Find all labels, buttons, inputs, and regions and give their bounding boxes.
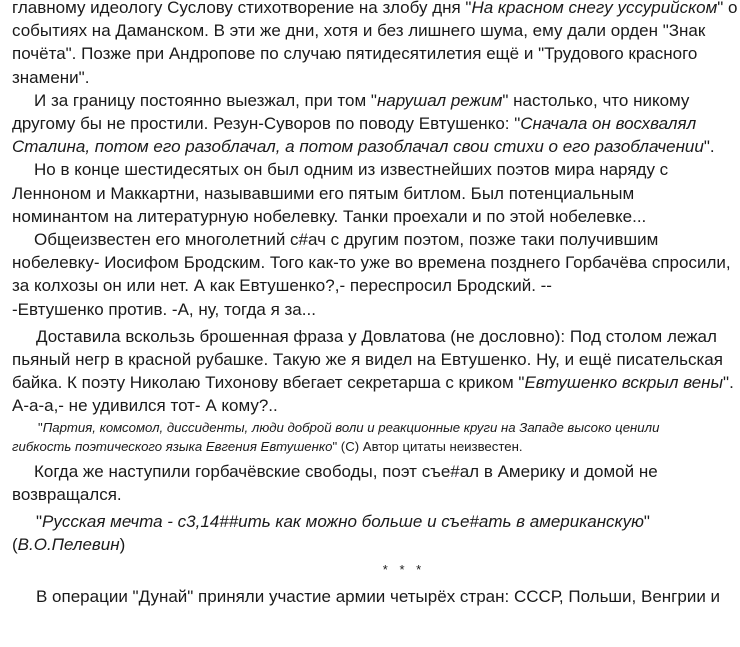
epigraph-quote: "Русская мечта - с3,14##ить как можно больше и съе#ать в американскую" <box>36 512 650 532</box>
text-line: главному идеологу Суслову стихотворение на злобу дня "На красном снегу уссурийском" о <box>12 0 738 17</box>
text-line: -Евтушенко против. -А, ну, тогда я за... <box>12 299 316 319</box>
text-line: А-а-а,- не удивился тот- А кому?.. <box>12 396 278 416</box>
text-line: событиях на Даманском. В эти же дни, хотя и без лишнего шума, ему дали орден "Знак <box>12 21 706 41</box>
text-line: почёта". Позже при Андропове по случаю пятидесятилетия ещё и "Трудового красного <box>12 44 698 64</box>
paragraph-start: Общеизвестен его многолетний с#ач с другим поэтом, позже таки получившим <box>34 230 659 250</box>
text-line: знамени". <box>12 67 90 87</box>
quote-line: "Партия, комсомол, диссиденты, люди доброй воли и реакционные круги на Западе высоко ценили <box>38 419 660 435</box>
text-line: пьяный негр в красной рубашке. Такую же я видел на Евтушенко. Ну, и ещё писательская <box>12 350 723 370</box>
text-line: возвращался. <box>12 484 122 504</box>
section-separator: * * * <box>382 562 426 578</box>
text-line: за колхозы он или нет. А как Евтушенко?,- переспросил Бродский. -- <box>12 276 552 296</box>
paragraph-start: Когда же наступили горбачёвские свободы, поэт съе#ал в Америку и домой не <box>34 461 658 481</box>
text-line: номинантом на литературную нобелевку. Танки проехали и по этой нобелевке... <box>12 206 647 226</box>
text-line: байка. К поэту Николаю Тихонову вбегает секретарша с криком "Евтушенко вскрыл вены". <box>12 373 734 393</box>
text-line: Сталина, потом его разоблачал, а потом разоблачал свои стихи о его разоблачении". <box>12 137 715 157</box>
paragraph-start: В операции "Дунай" приняли участие армии четырёх стран: СССР, Польши, Венгрии и <box>36 587 721 607</box>
quote-line: гибкость поэтического языка Евгения Евтушенко" (С) Автор цитаты неизвестен. <box>12 438 523 454</box>
paragraph-start: И за границу постоянно выезжал, при том "нарушал режим" настолько, что никому <box>34 90 690 110</box>
epigraph-author: (В.О.Пелевин) <box>12 535 126 555</box>
text-line: Ленноном и Маккартни, называвшими его пятым битлом. Был потенциальным <box>12 183 635 203</box>
text-line: нобелевку- Иосифом Бродским. Того как-то уже во времена позднего Горбачёва спросили, <box>12 253 731 273</box>
text-line: другому бы не простили. Резун-Суворов по поводу Евтушенко: "Сначала он восхвалял <box>12 114 697 134</box>
paragraph-start: Но в конце шестидесятых он был одним из известнейших поэтов мира наряду с <box>34 160 669 180</box>
paragraph-start: Доставила вскользь брошенная фраза у Довлатова (не дословно): Под столом лежал <box>36 326 717 346</box>
